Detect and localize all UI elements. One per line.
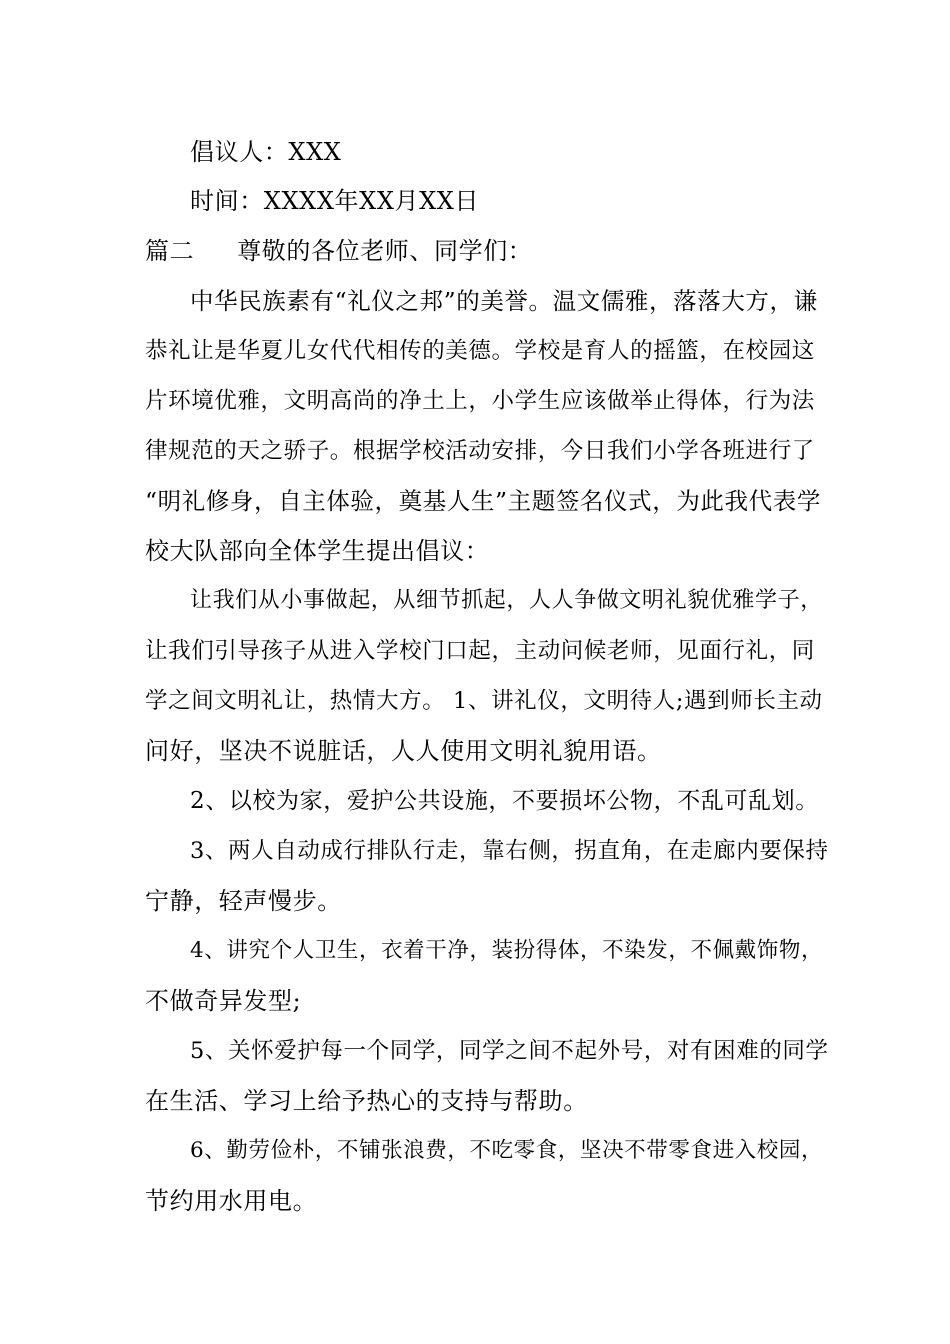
paragraph-line: “明礼修身，自主体验，奠基人生”主题签名仪式，为此我代表学 [145, 487, 821, 515]
paragraph-line: 恭礼让是华夏儿女代代相传的美德。学校是育人的摇篮，在校园这 [145, 338, 815, 364]
paragraph-line: 学之间文明礼让，热情大方。 1、讲礼仪，文明待人;遇到师长主动 [145, 688, 823, 714]
paragraph-line: 问好，坚决不说脏话，人人使用文明礼貌用语。 [145, 737, 662, 765]
list-item: 2、以校为家，爱护公共设施，不要损坏公物，不乱可乱划。 [190, 788, 819, 814]
paragraph-line: 中华民族素有“礼仪之邦”的美誉。温文儒雅，落落大方，谦 [190, 287, 818, 315]
section-label: 篇二 [145, 237, 195, 265]
paragraph-line: 律规范的天之骄子。根据学校活动安排，今日我们小学各班进行了 [145, 438, 815, 464]
list-item-continuation: 节约用水用电。 [145, 1187, 318, 1215]
list-item-continuation: 在生活、学习上给予热心的支持与帮助。 [145, 1087, 588, 1115]
paragraph-line: 校大队部向全体学生提出倡议： [145, 537, 490, 565]
proposer-line: 倡议人：XXX [190, 138, 342, 166]
salutation-text: 尊敬的各位老师、同学们： [237, 237, 533, 265]
list-item: 6、勤劳俭朴，不铺张浪费，不吃零食，坚决不带零食进入校园， [190, 1138, 824, 1163]
paragraph-line: 片环境优雅，文明高尚的净土上，小学生应该做举止得体，行为法 [145, 388, 815, 414]
salutation-line [145, 236, 825, 266]
date-line: 时间：XXXX年XX月XX日 [190, 187, 480, 215]
list-item-continuation: 不做奇异发型; [145, 987, 302, 1015]
list-item-continuation: 宁静，轻声慢步。 [145, 887, 342, 915]
paragraph-line: 让我们从小事做起，从细节抓起，人人争做文明礼貌优雅学子， [190, 588, 823, 613]
list-item: 3、两人自动成行排队行走，靠右侧，拐直角，在走廊内要保持 [190, 838, 829, 864]
list-item: 5、关怀爱护每一个同学，同学之间不起外号，对有困难的同学 [190, 1038, 829, 1064]
paragraph-line: 让我们引导孩子从进入学校门口起，主动问候老师，见面行礼，同 [145, 638, 815, 664]
list-item: 4、讲究个人卫生，衣着干净，装扮得体，不染发，不佩戴饰物， [190, 938, 824, 963]
